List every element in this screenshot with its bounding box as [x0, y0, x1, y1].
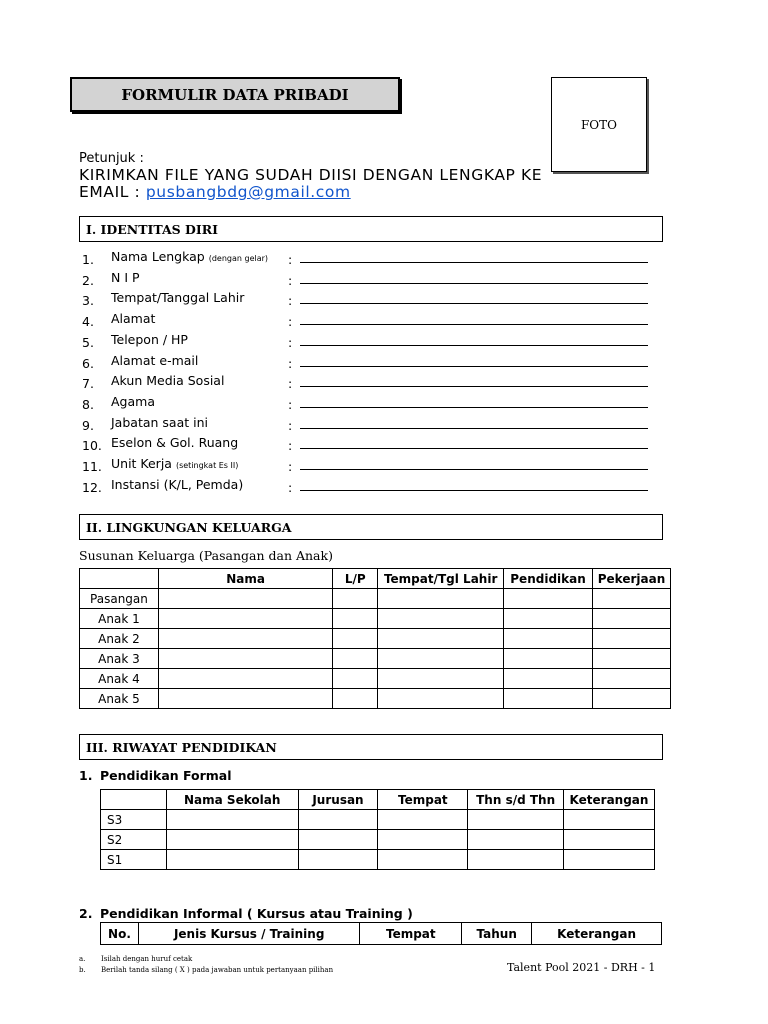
family-header-cell — [80, 569, 159, 589]
field-colon: : — [288, 396, 293, 412]
formal-input-cell[interactable] — [298, 850, 378, 870]
family-input-cell[interactable] — [378, 629, 504, 649]
field-label-text: Telepon / HP — [111, 331, 188, 347]
family-row-label: Anak 5 — [80, 689, 159, 709]
table-row — [101, 830, 655, 850]
formal-row-label: S2 — [101, 830, 167, 850]
field-input-line[interactable] — [300, 345, 648, 346]
field-input-line[interactable] — [300, 386, 648, 387]
field-label-text: Instansi (K/L, Pemda) — [111, 476, 244, 492]
field-label — [111, 435, 238, 450]
field-number: 12. — [82, 479, 102, 495]
field-colon: : — [288, 272, 293, 288]
field-label-text: Unit Kerja — [111, 456, 172, 471]
field-label — [111, 311, 155, 326]
family-input-cell[interactable] — [378, 589, 504, 609]
identity-row — [0, 270, 768, 290]
family-header-cell: L/P — [333, 569, 378, 589]
informal-header-cell: No. — [101, 923, 139, 945]
table-row — [80, 669, 671, 689]
footnote-a-text: Isilah dengan huruf cetak — [101, 955, 193, 963]
formal-header-cell: Thn s/d Thn — [468, 790, 564, 810]
field-label-text: Tempat/Tanggal Lahir — [111, 290, 245, 306]
email-link[interactable]: pusbangbdg@gmail.com — [145, 183, 351, 201]
field-number: 8. — [82, 396, 94, 412]
informal-education-num: 2. — [79, 906, 93, 921]
informal-header-cell: Tahun — [462, 923, 532, 945]
field-colon: : — [288, 293, 293, 309]
family-caption: Susunan Keluarga (Pasangan dan Anak) — [79, 548, 333, 563]
field-label-text: Agama — [111, 393, 155, 409]
table-row — [101, 850, 655, 870]
family-input-cell[interactable] — [158, 589, 332, 609]
family-input-cell[interactable] — [593, 649, 671, 669]
family-input-cell[interactable] — [158, 609, 332, 629]
section-riwayat-pendidikan: III. RIWAYAT PENDIDIKAN — [79, 734, 663, 760]
field-colon: : — [288, 438, 293, 454]
field-label — [111, 270, 140, 285]
table-row — [101, 810, 655, 830]
field-colon: : — [288, 459, 293, 474]
identity-row — [0, 353, 768, 373]
field-number: 6. — [82, 355, 94, 371]
family-header-cell: Nama — [158, 569, 332, 589]
field-input-line[interactable] — [300, 324, 648, 325]
informal-header-cell: Keterangan — [532, 923, 662, 945]
field-label-text: Alamat e-mail — [111, 352, 199, 368]
informal-header-cell: Jenis Kursus / Training — [138, 923, 359, 945]
family-input-cell[interactable] — [378, 669, 504, 689]
table-row — [80, 689, 671, 709]
field-number: 3. — [82, 293, 94, 309]
field-colon: : — [288, 376, 293, 392]
table-row — [80, 649, 671, 669]
family-input-cell[interactable] — [504, 629, 593, 649]
instructions-line1: KIRIMKAN FILE YANG SUDAH DIISI DENGAN LENGKAP KE — [79, 166, 543, 184]
family-table — [79, 568, 671, 709]
formal-input-cell[interactable] — [166, 830, 298, 850]
footnote-b-text: Berilah tanda silang ( X ) pada jawaban untuk pertanyaan pilihan — [101, 966, 334, 974]
family-input-cell[interactable] — [333, 589, 378, 609]
formal-row-label: S3 — [101, 810, 167, 830]
field-label — [111, 290, 244, 305]
family-input-cell[interactable] — [504, 689, 593, 709]
field-number: 11. — [82, 459, 102, 474]
formal-header-cell: Nama Sekolah — [166, 790, 298, 810]
family-input-cell[interactable] — [504, 669, 593, 689]
field-label-text: N I P — [111, 269, 140, 285]
family-header-cell: Tempat/Tgl Lahir — [378, 569, 504, 589]
formal-input-cell[interactable] — [298, 810, 378, 830]
formal-input-cell[interactable] — [564, 830, 655, 850]
formal-education-label: Pendidikan Formal — [100, 768, 232, 783]
instructions-label: Petunjuk : — [79, 151, 144, 166]
family-row-label: Anak 3 — [80, 649, 159, 669]
identity-row — [0, 249, 768, 269]
family-row-label: Anak 2 — [80, 629, 159, 649]
identity-row — [0, 311, 768, 331]
formal-input-cell[interactable] — [166, 810, 298, 830]
field-colon: : — [288, 314, 293, 330]
field-colon: : — [288, 417, 293, 433]
field-label — [111, 394, 155, 409]
formal-input-cell[interactable] — [468, 810, 564, 830]
identity-row — [0, 435, 768, 455]
family-header-cell: Pendidikan — [504, 569, 593, 589]
family-input-cell[interactable] — [158, 629, 332, 649]
instructions-line2 — [79, 183, 351, 201]
field-input-line[interactable] — [300, 448, 648, 449]
formal-education-table — [100, 789, 655, 870]
table-row — [80, 589, 671, 609]
field-colon: : — [288, 355, 293, 371]
table-row — [80, 609, 671, 629]
informal-header-cell: Tempat — [360, 923, 462, 945]
field-number: 5. — [82, 334, 94, 350]
field-input-line[interactable] — [300, 428, 648, 429]
formal-input-cell[interactable] — [378, 850, 468, 870]
family-input-cell[interactable] — [593, 689, 671, 709]
field-colon: : — [288, 334, 293, 350]
field-label-text: Nama Lengkap — [111, 249, 205, 264]
formal-input-cell[interactable] — [468, 850, 564, 870]
field-number: 1. — [82, 252, 94, 267]
family-input-cell[interactable] — [333, 689, 378, 709]
field-number: 7. — [82, 376, 94, 392]
family-input-cell[interactable] — [593, 609, 671, 629]
field-input-line[interactable] — [300, 490, 648, 491]
field-label — [111, 373, 224, 388]
field-label-text: Eselon & Gol. Ruang — [111, 435, 239, 451]
formal-header-cell: Keterangan — [564, 790, 655, 810]
photo-label: FOTO — [580, 117, 617, 132]
family-input-cell[interactable] — [504, 609, 593, 629]
field-input-line[interactable] — [300, 262, 648, 263]
field-label — [111, 249, 268, 264]
field-colon: : — [288, 479, 293, 495]
family-input-cell[interactable] — [333, 609, 378, 629]
field-input-line[interactable] — [300, 303, 648, 304]
section-lingkungan-keluarga: II. LINGKUNGAN KELUARGA — [79, 514, 663, 540]
field-input-line[interactable] — [300, 283, 648, 284]
family-row-label: Pasangan — [80, 589, 159, 609]
family-row-label: Anak 4 — [80, 669, 159, 689]
field-input-line[interactable] — [300, 469, 648, 470]
formal-input-cell[interactable] — [468, 830, 564, 850]
family-input-cell[interactable] — [504, 649, 593, 669]
field-note: (setingkat Es II) — [175, 461, 239, 470]
field-colon: : — [288, 252, 293, 267]
formal-input-cell[interactable] — [166, 850, 298, 870]
field-label-text: Akun Media Sosial — [111, 373, 225, 389]
formal-header-cell: Jurusan — [298, 790, 378, 810]
identity-row — [0, 415, 768, 435]
formal-input-cell[interactable] — [378, 810, 468, 830]
field-label — [111, 332, 188, 347]
informal-education-label: Pendidikan Informal ( Kursus atau Training ) — [100, 906, 413, 921]
field-label — [111, 456, 238, 471]
family-input-cell[interactable] — [378, 609, 504, 629]
table-row — [80, 629, 671, 649]
identity-row — [0, 477, 768, 497]
page-label: Talent Pool 2021 - DRH - 1 — [507, 961, 656, 974]
field-number: 10. — [82, 438, 102, 454]
family-input-cell[interactable] — [158, 669, 332, 689]
formal-input-cell[interactable] — [564, 850, 655, 870]
informal-education-table — [100, 922, 662, 945]
formal-input-cell[interactable] — [298, 830, 378, 850]
family-row-label: Anak 1 — [80, 609, 159, 629]
identity-row — [0, 332, 768, 352]
family-input-cell[interactable] — [378, 649, 504, 669]
field-number: 9. — [82, 417, 94, 433]
field-label — [111, 477, 243, 492]
field-label — [111, 415, 208, 430]
field-number: 2. — [82, 272, 94, 288]
family-input-cell[interactable] — [333, 649, 378, 669]
field-label-text: Alamat — [111, 311, 156, 327]
formal-input-cell[interactable] — [564, 810, 655, 830]
section-identitas-diri: I. IDENTITAS DIRI — [79, 216, 663, 242]
form-title: FORMULIR DATA PRIBADI — [70, 77, 400, 112]
identity-row — [0, 394, 768, 414]
field-input-line[interactable] — [300, 366, 648, 367]
formal-education-num: 1. — [79, 768, 93, 783]
identity-row — [0, 290, 768, 310]
field-number: 4. — [82, 314, 94, 330]
family-input-cell[interactable] — [333, 669, 378, 689]
email-prefix: EMAIL : — [79, 183, 146, 201]
family-header-cell: Pekerjaan — [593, 569, 671, 589]
photo-box[interactable] — [551, 77, 647, 172]
family-input-cell[interactable] — [593, 629, 671, 649]
formal-input-cell[interactable] — [378, 830, 468, 850]
family-input-cell[interactable] — [593, 669, 671, 689]
field-note: (dengan gelar) — [208, 254, 269, 263]
identity-row — [0, 456, 768, 476]
formal-row-label: S1 — [101, 850, 167, 870]
field-input-line[interactable] — [300, 407, 648, 408]
footnote-b-marker: b. — [79, 966, 86, 974]
family-input-cell[interactable] — [593, 589, 671, 609]
formal-header-cell: Tempat — [378, 790, 468, 810]
identity-row — [0, 373, 768, 393]
footnote-a-marker: a. — [79, 955, 86, 963]
family-input-cell[interactable] — [378, 689, 504, 709]
field-label-text: Jabatan saat ini — [111, 414, 208, 430]
field-label — [111, 353, 198, 368]
family-input-cell[interactable] — [333, 629, 378, 649]
family-input-cell[interactable] — [504, 589, 593, 609]
family-input-cell[interactable] — [158, 689, 332, 709]
formal-header-cell — [101, 790, 167, 810]
family-input-cell[interactable] — [158, 649, 332, 669]
